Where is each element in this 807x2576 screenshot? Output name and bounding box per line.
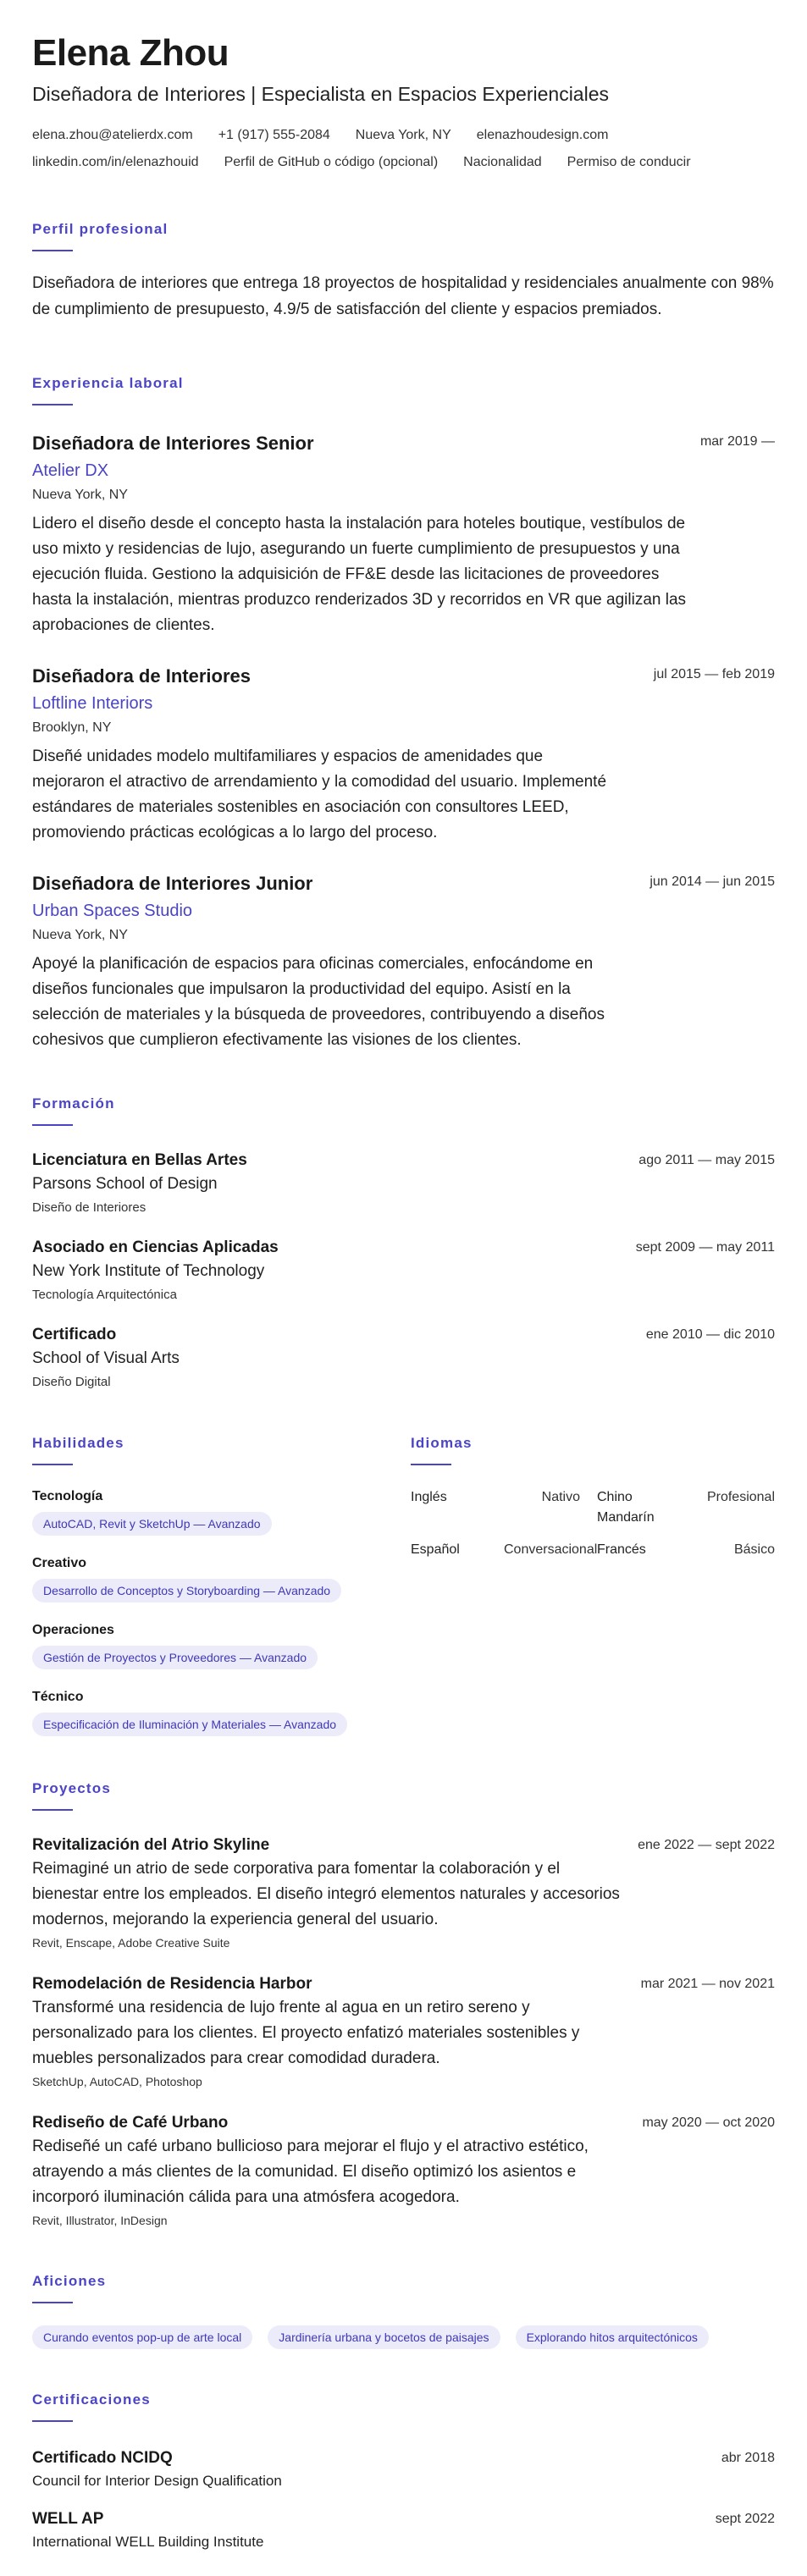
certification-issuer: Council for Interior Design Qualification [32,2473,282,2489]
education-date: sept 2009 — may 2011 [635,1240,775,1255]
certifications-section [32,2391,775,2551]
certification-date: sept 2022 [715,2512,775,2526]
section-divider [32,1464,73,1465]
contact-row-1 [32,128,775,143]
education-field: Tecnología Arquitectónica [32,1288,177,1302]
certification-entry [32,2449,775,2490]
skill-category: Tecnología [32,1489,103,1503]
skill-chip: Especificación de Iluminación y Materiales — Avanzado [32,1713,347,1736]
headline: Diseñadora de Interiores | Especialista en Espacios Experienciales [32,83,610,105]
education-school: Parsons School of Design [32,1175,218,1193]
education-field: Diseño de Interiores [32,1200,146,1215]
skills-languages-row [32,1435,775,1736]
job-company: Urban Spaces Studio [32,902,193,920]
project-entry [32,1836,775,1950]
language-name: Inglés [411,1490,447,1504]
projects-section [32,1780,775,2227]
language-name: Español [411,1542,460,1557]
job-entry [32,873,775,1053]
job-location: Nueva York, NY [32,928,128,942]
education-degree: Certificado [32,1326,117,1343]
language-name: Francés [597,1542,646,1557]
job-title: Diseñadora de Interiores Senior [32,433,314,454]
education-section [32,1095,775,1389]
project-title: Remodelación de Residencia Harbor [32,1975,312,1993]
contact-email[interactable]: elena.zhou@atelierdx.com [32,128,193,142]
job-company: Loftline Interiors [32,694,153,713]
skill-category: Operaciones [32,1623,114,1637]
job-description: Lidero el diseño desde el concepto hasta la instalación para hoteles boutique, vestíbulos de uso mixto y residencias de lujo, asegurando un fuerte cumplimiento de presupuestos y una ejecución fluida. Gestiono la adquisición de FF&E desde las licitaciones de proveedores hasta la instalación, mientras produzco renderizados 3D y recorridos en VR que agilizan las aprobaciones de clientes. [32,515,687,634]
skill-category: Técnico [32,1690,84,1704]
job-entry [32,665,775,846]
job-date: mar 2019 — [699,434,775,449]
skills-section [32,1435,411,1736]
job-title: Diseñadora de Interiores Junior [32,873,313,894]
summary-text: Diseñadora de interiores que entrega 18 proyectos de hospitalidad y residenciales anualmente con 98% de cumplimiento de presupuesto, 4.9/5 de satisfacción del cliente y espacios premiados. [32,274,774,318]
job-date: jun 2014 — jun 2015 [649,874,775,889]
hobbies-section [32,2273,775,2349]
project-tools: SketchUp, AutoCAD, Photoshop [32,2075,202,2088]
contact-phone[interactable]: +1 (917) 555-2084 [218,128,330,142]
job-title: Diseñadora de Interiores [32,665,251,687]
skill-chip: Desarrollo de Conceptos y Storyboarding — Avanzado [32,1579,341,1602]
project-description: Reimaginé un atrio de sede corporativa para fomentar la colaboración y el bienestar entre los empleados. El diseño integró elementos naturales y accesorios modernos, mejorando la experiencia general del usuario. [32,1860,620,1928]
section-divider [32,1124,73,1126]
project-description: Transformé una residencia de lujo frente al agua en un retiro sereno y personalizado para los clientes. El proyecto enfatizó materiales sostenibles y muebles personalizados para crear comodidad duradera. [32,1999,580,2067]
section-divider [32,404,73,405]
skill-category: Creativo [32,1556,87,1570]
education-school: New York Institute of Technology [32,1262,265,1280]
section-title: Certificaciones [32,2391,151,2408]
languages-section [411,1435,775,1736]
skill-chip: AutoCAD, Revit y SketchUp — Avanzado [32,1512,272,1536]
section-divider [411,1464,451,1465]
certification-entry [32,2510,775,2551]
certification-name: WELL AP [32,2510,104,2528]
language-level: Básico [733,1542,775,1557]
certification-name: Certificado NCIDQ [32,2449,173,2467]
project-title: Rediseño de Café Urbano [32,2114,229,2132]
section-title: Proyectos [32,1780,112,1796]
education-degree: Licenciatura en Bellas Artes [32,1151,247,1169]
section-divider [32,2302,73,2303]
hobby-chip: Explorando hitos arquitectónicos [516,2325,709,2349]
certification-date: abr 2018 [721,2451,775,2465]
section-divider [32,1809,73,1811]
hobby-chip: Jardinería urbana y bocetos de paisajes [268,2325,500,2349]
education-degree: Asociado en Ciencias Aplicadas [32,1238,279,1256]
certification-issuer: International WELL Building Institute [32,2534,264,2550]
section-divider [32,250,73,251]
contact-github[interactable]: Perfil de GitHub o código (opcional) [224,155,439,169]
education-school: School of Visual Arts [32,1349,180,1367]
education-date: ene 2010 — dic 2010 [645,1327,775,1342]
job-date: jul 2015 — feb 2019 [653,667,775,681]
contact-nationality: Nacionalidad [463,155,542,169]
hobby-chip: Curando eventos pop-up de arte local [32,2325,252,2349]
education-date: ago 2011 — may 2015 [638,1153,775,1167]
project-date: ene 2022 — sept 2022 [638,1838,775,1852]
candidate-name: Elena Zhou [32,32,229,74]
language-level: Profesional [706,1490,775,1504]
job-description: Apoyé la planificación de espacios para oficinas comerciales, enfocándome en diseños funcionales que impulsaron la productividad del equipo. Asistí en la selección de materiales y la búsqueda de proveedores, contribuyendo a diseños cohesivos que cumplieron efectivamente las visiones de los clientes. [32,955,605,1049]
section-title: Habilidades [32,1435,124,1451]
section-title: Experiencia laboral [32,375,184,391]
contact-driving-license: Permiso de conducir [567,155,691,169]
languages-grid [411,1487,775,1560]
contact-linkedin[interactable]: linkedin.com/in/elenazhouid [32,155,199,169]
section-title: Formación [32,1095,115,1111]
education-entry [32,1326,775,1389]
language-level: Conversacional [504,1542,598,1557]
contact-location: Nueva York, NY [355,128,451,142]
contact-row-2 [32,155,775,170]
section-title: Perfil profesional [32,221,169,237]
education-entry [32,1238,775,1302]
job-location: Brooklyn, NY [32,720,112,735]
project-entry [32,2114,775,2227]
project-date: mar 2021 — nov 2021 [640,1977,775,1991]
language-name: Chino Mandarín [597,1490,655,1525]
job-entry [32,433,775,638]
project-title: Revitalización del Atrio Skyline [32,1836,270,1854]
summary-section [32,221,775,323]
education-entry [32,1151,775,1215]
project-tools: Revit, Illustrator, InDesign [32,2214,168,2227]
project-tools: Revit, Enscape, Adobe Creative Suite [32,1936,230,1950]
skill-chip: Gestión de Proyectos y Proveedores — Avanzado [32,1646,318,1669]
contact-website[interactable]: elenazhoudesign.com [476,128,609,142]
section-title: Aficiones [32,2273,107,2289]
project-description: Rediseñé un café urbano bullicioso para mejorar el flujo y el atractivo estético, atrayendo a más clientes de la comunidad. El diseño optimizó los asientos e incorporó iluminación cálida para una atmósfera acogedora. [32,2137,589,2206]
language-level: Nativo [541,1490,580,1504]
education-field: Diseño Digital [32,1375,111,1389]
hobbies-list [32,2325,775,2349]
section-divider [32,2420,73,2422]
project-entry [32,1975,775,2088]
experience-section [32,375,775,1053]
job-location: Nueva York, NY [32,488,128,502]
job-description: Diseñé unidades modelo multifamiliares y espacios de amenidades que mejoraron el atractivo de arrendamiento y la comodidad del usuario. Implementé estándares de materiales sostenibles en asociación con consultores LEED, promoviendo prácticas ecológicas a lo largo del proceso. [32,747,607,841]
project-date: may 2020 — oct 2020 [642,2115,775,2130]
job-company: Atelier DX [32,461,109,480]
header [32,32,775,170]
section-title: Idiomas [411,1435,473,1451]
